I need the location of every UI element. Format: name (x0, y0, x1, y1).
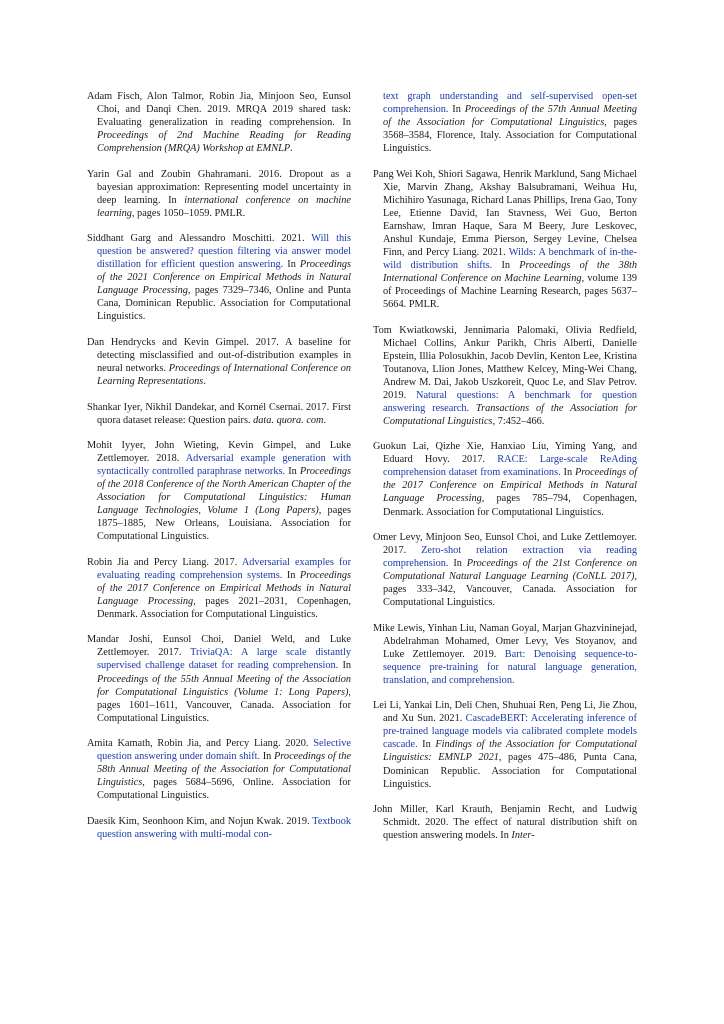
reference-authors: Omer Levy, Minjoon Seo, Eunsol Choi, and Luke Zettlemoyer. 2017. (373, 531, 637, 557)
reference-entry (87, 336, 351, 388)
reference-entry (87, 439, 351, 543)
reference-details: , pages 333–342, Vancouver, Canada. Association for Computational Linguistics. (383, 571, 637, 609)
reference-details: , pages 5684–5696, Online. Association for Computational Linguistics. (97, 777, 351, 802)
reference-venue-prefix: In (342, 660, 352, 672)
reference-title-link[interactable]: Natural questions: A benchmark for question answering research. (383, 389, 637, 414)
reference-venue: Proceedings of the 21st Conference on Computational Natural Language Learning (CoNLL 2017) (383, 558, 638, 583)
reference-entry (373, 168, 637, 312)
reference-venue-prefix: In (422, 739, 431, 751)
reference-details: , pages 475–486, Punta Cana, Dominican Republic. Association for Computational Linguistics. (383, 752, 637, 790)
reference-venue: Proceedings of the 38th International Conference on Machine Learning (383, 259, 637, 284)
reference-venue: Transactions of the Association for Computational Linguistics (383, 402, 638, 427)
reference-details: , pages 1875–1885, New Orleans, Louisiana. Association for Computational Linguistics. (97, 505, 352, 543)
reference-authors: Mandar Joshi, Eunsol Choi, Daniel Weld, and Luke Zettlemoyer. 2017. (87, 634, 351, 659)
reference-authors: Daesik Kim, Seonhoon Kim, and Nojun Kwak. 2019. (87, 815, 310, 827)
reference-venue: Proceedings of 2nd Machine Reading for Reading Comprehension (MRQA) Workshop at EMNLP (97, 130, 351, 155)
reference-details: , pages 2021–2031, Copenhagen, Denmark. Association for Computational Linguistics. (97, 595, 351, 620)
reference-authors: Mike Lewis, Yinhan Liu, Naman Goyal, Marjan Ghazvininejad, Abdelrahman Mohamed, Omer Levy, Ves Stoyanov, and Luke Zettlemoyer. 2019. (373, 622, 637, 660)
reference-authors: Siddhant Garg and Alessandro Moschitti. 2021. (87, 233, 305, 245)
reference-title-link[interactable]: TriviaQA: A large scale distantly supervised challenge dataset for reading comprehension. (97, 647, 351, 672)
reference-details: , pages 7329–7346, Online and Punta Cana, Dominican Republic. Association for Computational Linguistics. (97, 285, 351, 323)
reference-entry (373, 90, 637, 155)
reference-authors: Dan Hendrycks and Kevin Gimpel. 2017. (87, 336, 279, 348)
reference-venue-prefix: In (342, 117, 351, 129)
reference-entry (87, 556, 351, 621)
reference-venue: Proceedings of the 57th Annual Meeting of the Association for Computational Linguistics (383, 104, 637, 129)
reference-venue: Proceedings of the 55th Annual Meeting of the Association for Computational Linguistics (Volume 1: Long Papers) (97, 673, 351, 698)
reference-entry (373, 324, 637, 428)
reference-title-link[interactable]: CascadeBERT: Accelerating inference of pre-trained language models via calibrated complete models cascade. (383, 713, 637, 751)
reference-entry (373, 531, 637, 609)
reference-authors: Yarin Gal and Zoubin Ghahramani. 2016. (87, 168, 282, 180)
reference-title-link[interactable]: RACE: Large-scale ReAding comprehension dataset from examinations. (383, 454, 637, 479)
reference-authors: Pang Wei Koh, Shiori Sagawa, Henrik Marklund, Sang Michael Xie, Marvin Zhang, Akshay Balsubramani, Weihua Hu, Michihiro Yasunaga, Richard Lanas Phillips, Irena Gao, Tony Lee, Etienne David, Ian Stavness, Wei Guo, Berton Earnshaw, Imran Haque, Sara M Beery, Jure Leskovec, Anshul Kundaje, Emma Pierson, Sergey Levine, Chelsea Finn, and Percy Liang. 2021. (373, 168, 637, 258)
reference-authors: Shankar Iyer, Nikhil Dandekar, and Kornél Csernai. 2017. (87, 401, 330, 413)
reference-details: , pages 1601–1611, Vancouver, Canada. Association for Computational Linguistics. (97, 686, 351, 724)
reference-authors: Lei Li, Yankai Lin, Deli Chen, Shuhuai Ren, Peng Li, Jie Zhou, and Xu Sun. 2021. (373, 700, 637, 725)
reference-entry (87, 90, 351, 155)
reference-title-link[interactable]: text graph understanding and self-supervised open-set comprehension. (383, 91, 637, 116)
reference-details: . (290, 143, 293, 155)
reference-entry (373, 803, 637, 842)
reference-venue-prefix: In (168, 194, 177, 206)
reference-venue-prefix: In (500, 830, 509, 842)
reference-venue: Proceedings of the 58th Annual Meeting of the Association for Computational Linguistics (97, 751, 352, 789)
reference-authors: Adam Fisch, Alon Talmor, Robin Jia, Minjoon Seo, Eunsol Choi, and Danqi Chen. 2019. (87, 91, 351, 116)
reference-venue: Proceedings of the 2021 Conference on Empirical Methods in Natural Language Processing (97, 259, 351, 297)
reference-entry (373, 622, 637, 687)
reference-venue: Proceedings of the 2017 Conference on Empirical Methods in Natural Language Processing (97, 569, 352, 607)
reference-title-link[interactable]: Adversarial examples for evaluating reading comprehension systems. (97, 556, 351, 581)
reference-venue: data. quora. com (253, 414, 324, 426)
reference-details: , volume 139 of Proceedings of Machine Learning Research, pages 5637–5664. PMLR. (383, 273, 637, 311)
reference-title-link[interactable]: Adversarial example generation with syntactically controlled paraphrase networks. (97, 453, 351, 478)
reference-venue: Proceedings of the 2018 Conference of the North American Chapter of the Association for Computational Linguistics: Human Language Technologies, Volume 1 (Long Papers) (97, 466, 351, 517)
reference-authors: John Miller, Karl Krauth, Benjamin Recht, and Ludwig Schmidt. 2020. (373, 803, 637, 829)
reference-venue-prefix: In (501, 259, 511, 271)
reference-entry (87, 401, 351, 427)
reference-entry (373, 440, 637, 518)
reference-authors: Mohit Iyyer, John Wieting, Kevin Gimpel, and Luke Zettlemoyer. 2018. (87, 439, 351, 465)
references-left-column (87, 90, 351, 853)
reference-title: Dropout as a bayesian approximation: Representing model uncertainty in deep learning. (97, 168, 351, 206)
reference-details: , 7:452–466. (492, 415, 545, 427)
reference-venue: international conference on machine learning (97, 194, 351, 219)
reference-authors: Tom Kwiatkowski, Jennimaria Palomaki, Olivia Redfield, Michael Collins, Ankur Parikh, Chris Alberti, Danielle Epstein, Illia Polosukhin, Jacob Devlin, Kenton Lee, Kristina Toutanova, Llion Jones, Matthew Kelcey, Ming-Wei Chang, Andrew M. Dai, Jakob Uszkoreit, Quoc Le, and Slav Petrov. 2019. (373, 324, 637, 401)
reference-entry (373, 699, 637, 790)
reference-entry (87, 815, 351, 841)
reference-details: , pages 785–794, Copenhagen, Denmark. Association for Computational Linguistics. (383, 493, 638, 518)
reference-venue-prefix: In (452, 104, 461, 116)
reference-entry (87, 232, 351, 323)
reference-entry (87, 168, 351, 220)
reference-title-link[interactable]: Will this question be answered? question filtering via answer model distillation for efficient question answering. (97, 233, 351, 271)
reference-title: MRQA 2019 shared task: Evaluating generalization in reading comprehension. (97, 104, 352, 129)
reference-details: . (323, 414, 327, 426)
reference-venue-prefix: In (288, 466, 297, 478)
reference-title: The effect of natural distribution shift on question answering models. (383, 817, 637, 842)
reference-venue: Proceedings of the 2017 Conference on Empirical Methods in Natural Language Processing (383, 467, 637, 505)
reference-entry (87, 737, 351, 802)
references-right-column (373, 90, 637, 855)
reference-venue-prefix: In (563, 467, 573, 479)
reference-details: . (203, 376, 206, 388)
reference-title-link[interactable]: Bart: Denoising sequence-to-sequence pre-training for natural language generation, translation, and comprehension. (383, 648, 637, 686)
reference-venue-prefix: In (286, 569, 296, 581)
reference-authors: Amita Kamath, Robin Jia, and Percy Liang. 2020. (87, 738, 309, 750)
reference-venue-prefix: In (262, 751, 272, 763)
reference-title-link[interactable]: Textbook question answering with multi-modal con- (97, 815, 351, 840)
reference-details: , pages 1050–1059. PMLR. (131, 207, 246, 219)
reference-title-link[interactable]: Wilds: A benchmark of in-the-wild distribution shifts. (383, 246, 637, 271)
reference-title-link[interactable]: Selective question answering under domain shift. (97, 738, 351, 763)
reference-authors: Robin Jia and Percy Liang. 2017. (87, 556, 238, 568)
reference-venue: Findings of the Association for Computational Linguistics: EMNLP 2021 (383, 739, 638, 764)
reference-venue: Inter- (511, 830, 535, 842)
reference-authors: Guokun Lai, Qizhe Xie, Hanxiao Liu, Yiming Yang, and Eduard Hovy. 2017. (373, 441, 637, 466)
reference-title: First quora dataset release: Question pairs. (97, 401, 351, 426)
reference-title-link[interactable]: Zero-shot relation extraction via reading comprehension. (383, 545, 637, 570)
reference-venue-prefix: In (453, 558, 462, 570)
reference-title: A baseline for detecting misclassified and out-of-distribution examples in neural networks. (97, 336, 351, 375)
reference-venue: Proceedings of International Conference on Learning Representations (97, 363, 351, 388)
reference-venue-prefix: In (287, 259, 296, 271)
reference-details: , pages 3568–3584, Florence, Italy. Association for Computational Linguistics. (383, 117, 638, 155)
reference-entry (87, 633, 351, 724)
